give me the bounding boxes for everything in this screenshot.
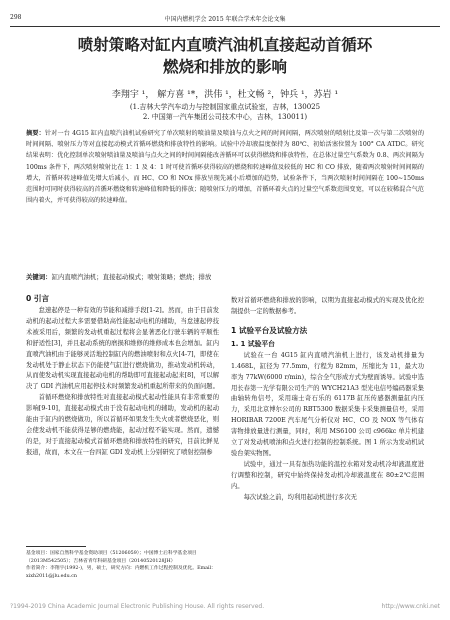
paper-title	[20, 34, 430, 78]
running-header	[10, 14, 440, 26]
right-column	[231, 296, 424, 504]
keywords-label: 关键词：	[26, 273, 52, 281]
test-platform-paragraph-1: 试验在一台 4G15 缸内直喷汽油机上进行，该发动机排量为 1.468L，缸径为 77.5mm，行程为 82mm，压缩比为 11，最大功率为 77kW(6000 r/min)，综合全气形成方式为壁面诱导。试验中选用长春第一光学有限公司生产的 WYCH21A3 型光电信号编码器采集曲轴转角信号，采用瑞士奇石乐的 6117B 缸压传感器测量缸内压力，采用北京博尔公司的 RBT5300 数据采集卡采集测量信号，采用 HORIBAR 7200E 汽车尾气分析仪对 HC、CO 及 NOX 等气体有害物排放量进行测量，同时，利用 MS6100 公司 c966kc 单片机建立了对发动机喷油和点火进行控制的控制系统。图 1 所示为发动机试验台架实物图。	[231, 351, 424, 457]
footnote	[26, 550, 226, 580]
keywords	[26, 272, 424, 281]
subsection-heading-test-platform: 1. 1 试验平台	[231, 339, 275, 348]
keywords-text: 缸内直喷汽油机；直接起动模式；喷射策略；燃烧；排放	[51, 273, 212, 281]
affiliation-1: (1.吉林大学汽车动力与控制国家重点试验室，吉林，130025	[129, 103, 321, 111]
cnki-link[interactable]: http://www.cnki.net	[381, 603, 440, 610]
footnote-rule	[26, 546, 86, 547]
paper-title-line-2: 燃烧和排放的影响	[162, 58, 287, 76]
header-rule	[10, 26, 440, 27]
section-heading-test-platform: 1 试验平台及试验方法	[231, 325, 308, 335]
test-platform-paragraph-2: 试验中，通过一具有加热功能的温控水箱对发动机冷却液温度进行调整和控制，研究中始终保持发动机冷却液温度在 80±2℃范围内。	[231, 460, 424, 490]
abstract-text: 针对一台 4G15 缸内直喷汽油机试验研究了单次喷射的喷油量及喷油与点火之间的时间间隔，两次喷射的喷射比及第一次与第二次喷射的时间间隔、喷射压力等对直接起动模式首循环燃烧和排放特性的影响。试验中冷却液温度保持为 80℃、初始活塞位置为 100° CA ATDC。研究结果表明：优化控制单次喷射喷油量及喷油与点火之间的时间间隔能改善循环可以获得燃烧和排放特性，在总体过量空气系数为 0.8、两次间隔为 100ms 条件下，两次喷射喷射比在 1：1 及 4：1 时可使首循环获得较高的燃烧和转速峰值及较低的 HC 和 CO 排放，随着两次喷射时间间隔的增大，首循环转速峰值先增大后减小，而 HC、CO 和 NOx 排放呈现先减小后增加的趋势，试验条件下，当两次喷射时间间隔在 100~150ms 范围时可同时获得较高的首循环燃烧和转速峰值和降低的排放；随喷射压力的增加，首循环着火点的过量空气系数范围变宽，可以在较稀混合气范围内着火，并可获得较高的转速峰值。	[26, 130, 425, 205]
section-heading-introduction: 0 引言	[26, 294, 50, 303]
abstract-label: 摘要：	[26, 130, 45, 137]
page-footer	[10, 603, 440, 610]
intro-paragraph-continued: 数对首循环燃烧和排放的影响，以期为直接起动模式的实现及优化控制提供一定的数据参考。	[231, 297, 424, 315]
affiliation-2: 2. 中国第一汽车集团公司技术中心，吉林，130011)	[142, 113, 308, 121]
paper-title-line-1: 喷射策略对缸内直喷汽油机直接起动首循环	[77, 36, 373, 54]
page-number: 298	[10, 14, 22, 21]
test-platform-paragraph-3: 每次试验之前，均利用起动机进行多次无	[243, 493, 357, 501]
copyright-notice: ?1994-2019 China Academic Journal Electronic Publishing House. All rights reserved.	[10, 603, 265, 610]
left-column	[26, 292, 219, 459]
funding-note: 基金项目：国家自然科学基金资助项目（51206059）；中国博士后科学基金项目（2013M542505）；吉林省青年科研基金项目（20140520128JH）	[26, 551, 197, 564]
author-list: 李翔宇 ¹， 解方喜 ¹*，洪伟 ¹，杜文畅 ²，钟兵 ¹，苏岩 ¹	[111, 90, 339, 100]
intro-paragraph-1: 怠速起停是一种有效的节能和减排手段[1-2]。然而，由于目前发动机的起动过程大多需要借助高性能起动电机的辅助，当怠速起停技术被采用后，频繁的发动机重起过程将会显著恶化行驶车辆的平顺性和舒适性[3]，并且起动系统的磨损和维修的维修成本也会增加。缸内直喷汽油机由于能够灵活地控制缸内的燃油喷射和点火[4-7]，即使在发动机处于静止状态下仍能使气缸进行燃烧做功，推动发动机转动，从而使发动机实现直接起动电机的帮助即可直接起动起来[8]，可以解决了 GDI 汽油机应用起停技术时频繁发动机重起所带来的负面问题。	[26, 307, 219, 391]
journal-title: 中国内燃机学会 2015 年联合学术年会论文集	[164, 16, 286, 23]
abstract	[26, 128, 424, 206]
author-bio-note: 作者简介：李翔宇(1992-)，男，硕士，研究方向：内燃机工作过程控制及优化。Email：xixh2011@jlu.edu.cn	[26, 566, 216, 579]
intro-paragraph-2: 首循环燃烧和排放特性对直接起动模式起动性能具有非常重要的影响[9-10]，直接起动模式由于没有起动电机的辅助，发动机的起动能由于缸内的燃烧做功，所以首循环如果发生失火或者燃烧恶化，则会使发动机不能获得足够的燃烧能，起动过程不能实现。然而，遗憾的是，对于直接起动模式首循环燃烧和排放特性的研究，目前比鲜见报道，故而，本文在一台四缸 GDI 发动机上分别研究了喷射控制参	[26, 394, 219, 456]
